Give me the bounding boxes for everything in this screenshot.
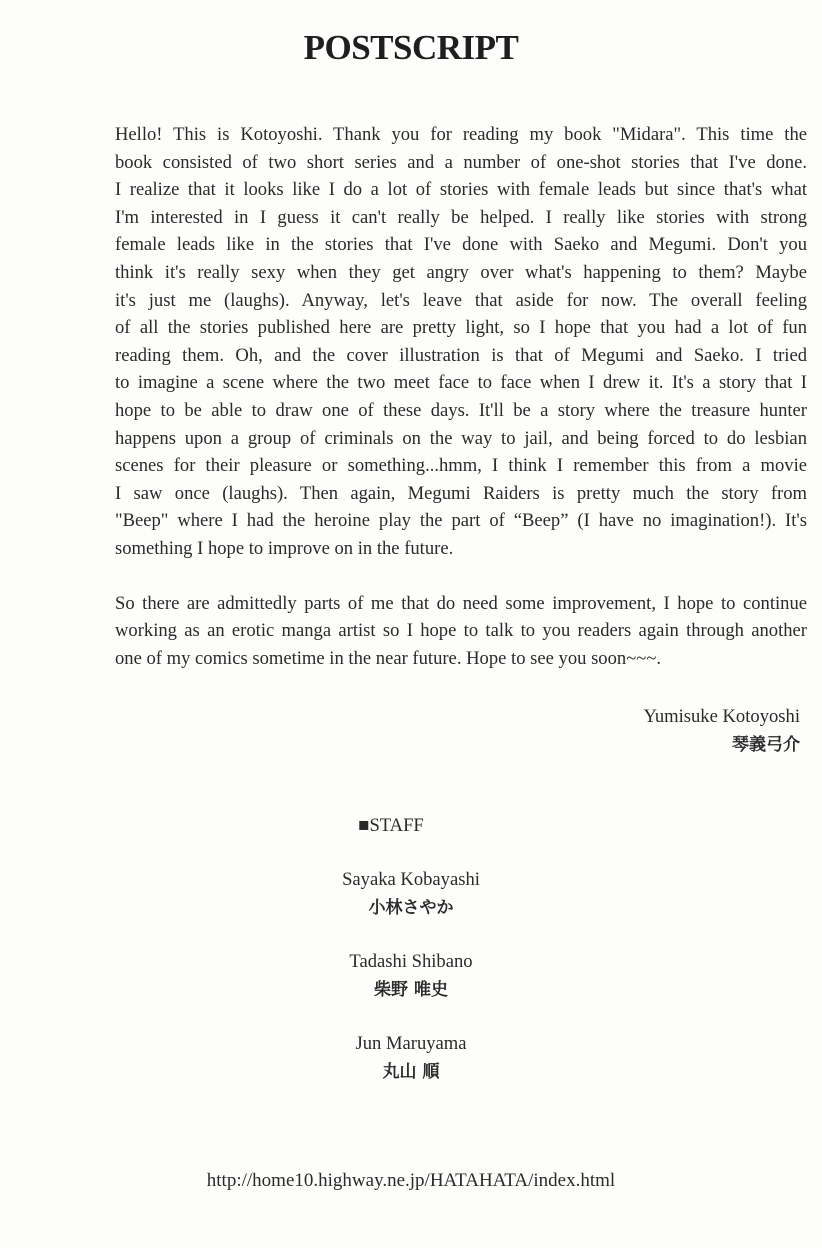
staff-name: Jun Maruyama bbox=[355, 1033, 467, 1054]
staff-member bbox=[0, 948, 822, 1004]
staff-member bbox=[0, 866, 822, 922]
text-line: hope to be able to draw one of these days. It'll be a story where the treasure hunter bbox=[115, 399, 807, 421]
text-line: scenes for their pleasure or something...hmm, I think I remember this from a movie bbox=[115, 455, 807, 477]
text-line: happens upon a group of criminals on the way to jail, and being forced to do lesbian bbox=[115, 427, 807, 449]
website-url: http://home10.highway.ne.jp/HATAHATA/index.html bbox=[206, 1170, 616, 1191]
text-line: something I hope to improve on in the future. bbox=[115, 537, 454, 559]
postscript-body bbox=[115, 121, 807, 672]
text-line: working as an erotic manga artist so I hope to talk to you readers again through another bbox=[115, 620, 807, 642]
text-line: female leads like in the stories that I've done with Saeko and Megumi. Don't you bbox=[115, 234, 807, 256]
text-line: it's just me (laughs). Anyway, let's leave that aside for now. The overall feeling bbox=[115, 289, 807, 311]
text-line: to imagine a scene where the two meet face to face when I drew it. It's a story that I bbox=[115, 372, 807, 394]
text-line: Hello! This is Kotoyoshi. Thank you for reading my book "Midara". This time the bbox=[115, 124, 807, 145]
staff-name: Tadashi Shibano bbox=[349, 951, 473, 972]
staff-name-japanese: 小林さやか bbox=[368, 898, 454, 918]
text-line: one of my comics sometime in the near future. Hope to see you soon~~~. bbox=[115, 647, 662, 669]
staff-name: Sayaka Kobayashi bbox=[342, 869, 480, 890]
staff-credits bbox=[0, 812, 822, 1086]
text-line: "Beep" where I had the heroine play the part of “Beep” (I have no imagination!). It's bbox=[115, 510, 807, 532]
text-line: of all the stories published here are pretty light, so I hope that you had a lot of fun bbox=[115, 317, 807, 339]
paragraph-1 bbox=[115, 121, 807, 563]
text-line: So there are admittedly parts of me that do need some improvement, I hope to continue bbox=[115, 592, 807, 614]
signature bbox=[643, 703, 800, 759]
text-line: reading them. Oh, and the cover illustration is that of Megumi and Saeko. I tried bbox=[115, 344, 807, 366]
text-line: think it's really sexy when they get angry over what's happening to them? Maybe bbox=[115, 261, 807, 283]
text-line: I saw once (laughs). Then again, Megumi Raiders is pretty much the story from bbox=[115, 482, 807, 504]
author-name-japanese: 琴義弓介 bbox=[732, 735, 800, 755]
staff-name-japanese: 丸山 順 bbox=[382, 1062, 440, 1082]
text-line: book consisted of two short series and a number of one-shot stories that I've done. bbox=[115, 151, 807, 173]
text-line: I'm interested in I guess it can't really be helped. I really like stories with strong bbox=[115, 206, 807, 228]
page-title: POSTSCRIPT bbox=[303, 28, 519, 67]
paragraph-2 bbox=[115, 590, 807, 673]
staff-member bbox=[0, 1030, 822, 1086]
staff-heading: ■STAFF bbox=[358, 815, 424, 836]
staff-name-japanese: 柴野 唯史 bbox=[374, 980, 448, 1000]
author-name: Yumisuke Kotoyoshi bbox=[643, 706, 800, 727]
text-line: I realize that it looks like I do a lot of stories with female leads but since that's what bbox=[115, 179, 807, 201]
